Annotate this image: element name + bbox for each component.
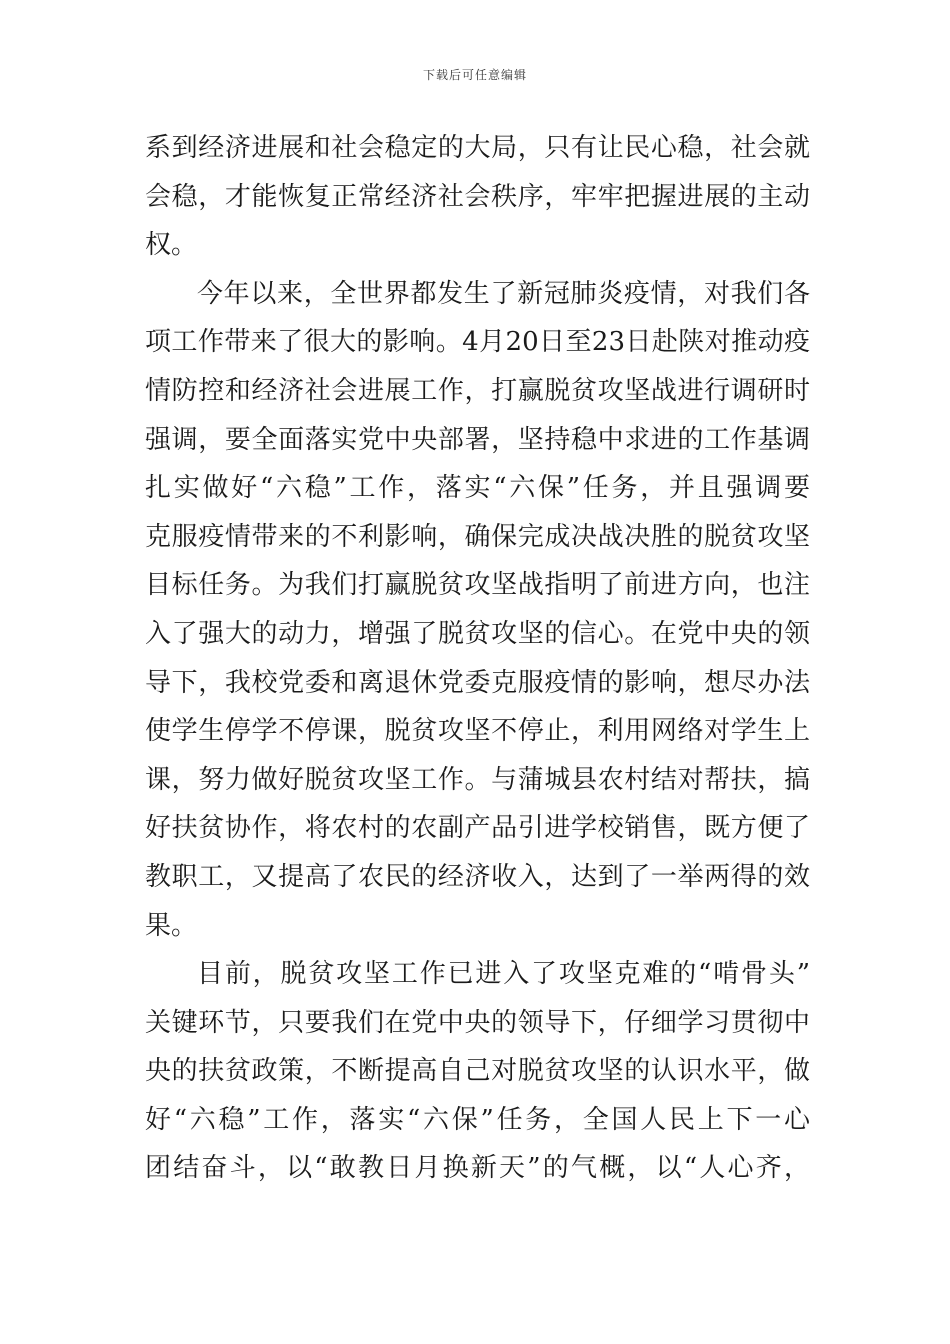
- text-line: 强调，要全面落实党中央部署，坚持稳中求进的工作基调: [145, 424, 810, 455]
- text-line: 好“六稳”工作，落实“六保”任务，全国人民上下一心: [145, 1104, 810, 1135]
- text-line: 系到经济进展和社会稳定的大局，只有让民心稳，社会就: [145, 133, 810, 163]
- text-line: 使学生停学不停课，脱贫攻坚不停止，利用网络对学生上: [145, 716, 810, 747]
- text-line: 权。: [145, 230, 198, 261]
- text-line: 团结奋斗，以“敢教日月换新天”的气概，以“人心齐，: [145, 1153, 810, 1184]
- text-line: 目标任务。为我们打赢脱贫攻坚战指明了前进方向，也注: [145, 570, 810, 601]
- text-line: 课，努力做好脱贫攻坚工作。与蒲城县农村结对帮扶，搞: [145, 764, 810, 795]
- text-line: 关键环节，只要我们在党中央的领导下，仔细学习贯彻中: [145, 1007, 810, 1038]
- document-body: [145, 124, 810, 1193]
- text-line: 会稳，才能恢复正常经济社会秩序，牢牢把握进展的主动: [145, 181, 810, 212]
- text-line: 入了强大的动力，增强了脱贫攻坚的信心。在党中央的领: [145, 618, 810, 649]
- text-line: 央的扶贫政策，不断提高自己对脱贫攻坚的认识水平，做: [145, 1056, 810, 1087]
- text-line: 果。: [145, 910, 198, 941]
- text-line: 情防控和经济社会进展工作，打赢脱贫攻坚战进行调研时: [145, 375, 810, 406]
- text-line: 导下，我校党委和离退休党委克服疫情的影响，想尽办法: [145, 667, 810, 698]
- text-line: 克服疫情带来的不利影响，确保完成决战决胜的脱贫攻坚: [145, 521, 810, 552]
- text-line: 扎实做好“六稳”工作，落实“六保”任务，并且强调要: [145, 473, 810, 504]
- text-line: 项工作带来了很大的影响。4月20日至23日赴陕对推动疫: [145, 327, 810, 358]
- text-line: 目前，脱贫攻坚工作已进入了攻坚克难的“啃骨头”: [197, 959, 810, 990]
- text-line: 好扶贫协作，将农村的农副产品引进学校销售，既方便了: [145, 813, 810, 844]
- text-line: 今年以来，全世界都发生了新冠肺炎疫情，对我们各: [197, 278, 810, 309]
- text-line: 教职工，又提高了农民的经济收入，达到了一举两得的效: [145, 861, 810, 892]
- page-header: 下载后可任意编辑: [422, 68, 527, 82]
